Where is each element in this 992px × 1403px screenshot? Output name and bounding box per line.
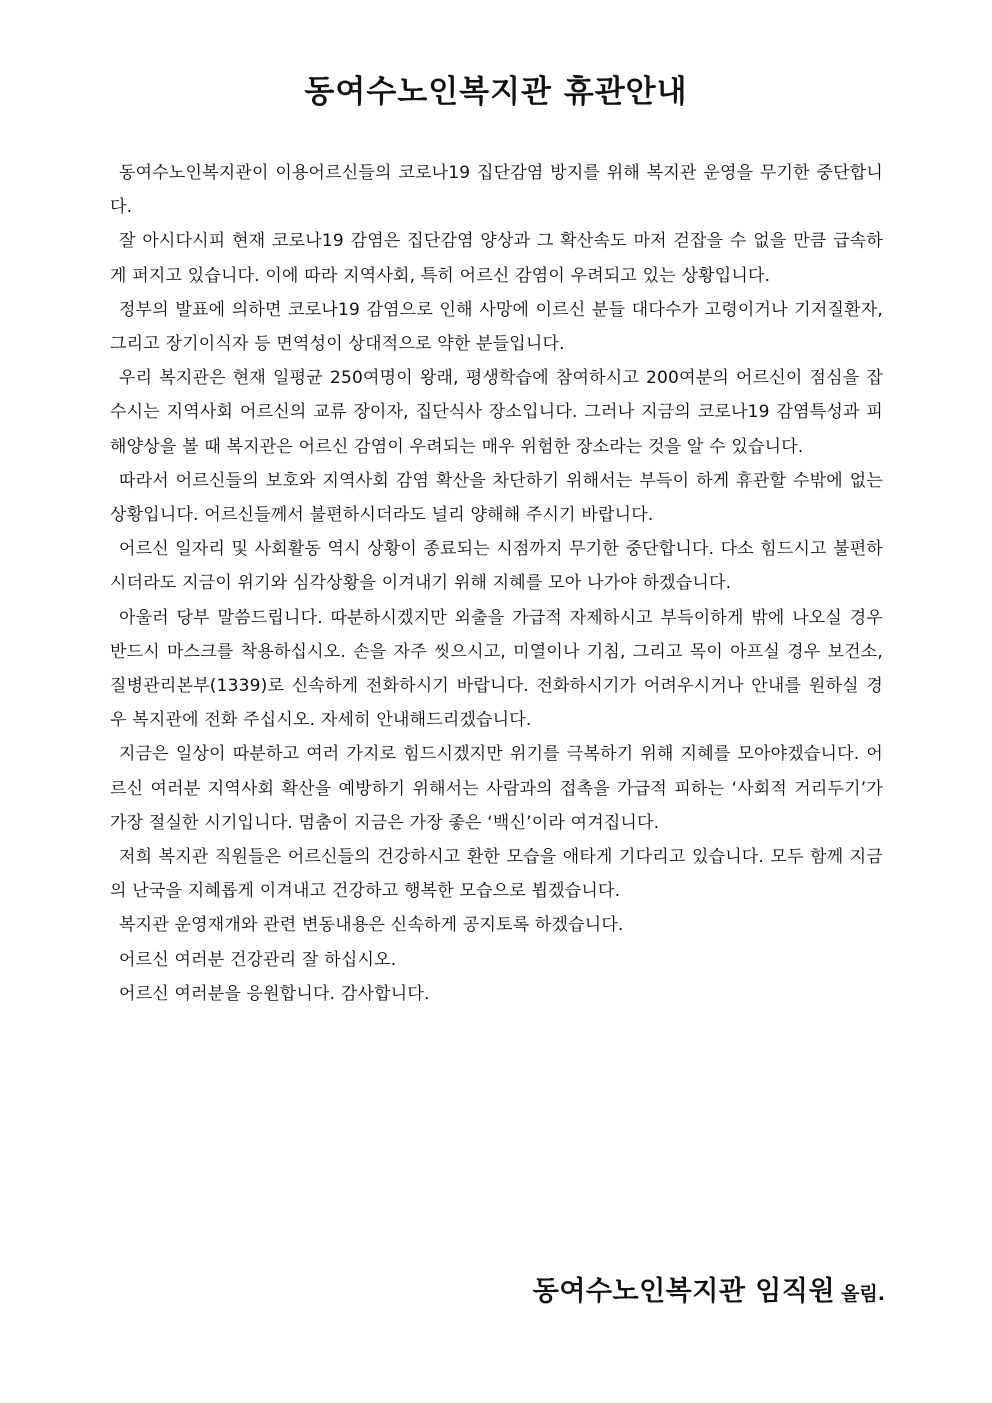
paragraph-center-usage: 우리 복지관은 현재 일평균 250여명이 왕래, 평생학습에 참여하시고 200여분의 어르신이 점심을 잡수시는 지역사회 어르신의 교류 장이자, 집단식사 장소입니다. 그러나 지금의 코로나19 감염특성과 피해양상을 볼 때 복지관은 어르신 감염이 우려되는 매우 위험한 장소라는 것을 알 수 있습니다. xyxy=(110,368,883,457)
signature-suffix: 올림. xyxy=(841,1283,885,1305)
closing-line-reopening: 복지관 운영재개와 관련 변동내용은 신속하게 공지토록 하겠습니다. xyxy=(119,915,624,936)
closing-line-thanks: 어르신 여러분을 응원합니다. 감사합니다. xyxy=(119,983,430,1004)
paragraph-suspension-notice: 동여수노인복지관이 이용어르신들의 코로나19 집단감염 방지를 위해 복지관 운영을 무기한 중단합니다. xyxy=(110,163,883,218)
document-body xyxy=(110,156,883,1011)
paragraph-staff-message: 저희 복지관 직원들은 어르신들의 건강하시고 환한 모습을 애타게 기다리고 있습니다. 모두 함께 지금의 난국을 지혜롭게 이겨내고 건강하고 행복한 모습으로 뵙겠습니다. xyxy=(110,847,883,902)
signature-name: 동여수노인복지관 임직원 xyxy=(532,1276,836,1307)
document-title: 동여수노인복지관 휴관안내 xyxy=(304,74,688,110)
signature xyxy=(533,1262,885,1325)
paragraph-jobs-suspended: 어르신 일자리 및 사회활동 역시 상황이 종료되는 시점까지 무기한 중단합니다. 다소 힘드시고 불편하시더라도 지금이 위기와 심각상황을 이겨내기 위해 지혜를 모아 나가야 하겠습니다. xyxy=(110,539,883,594)
paragraph-closure-reason: 따라서 어르신들의 보호와 지역사회 감염 확산을 차단하기 위해서는 부득이 하게 휴관할 수밖에 없는 상황입니다. 어르신들께서 불편하시더라도 널리 양해해 주시기 바랍니다. xyxy=(110,470,883,526)
paragraph-spread-situation: 잘 아시다시피 현재 코로나19 감염은 집단감염 양상과 그 확산속도 마저 걷잡을 수 없을 만큼 급속하게 퍼지고 있습니다. 이에 따라 지역사회, 특히 어르신 감염이 우려되고 있는 상황입니다. xyxy=(110,231,883,286)
closing-line-health: 어르신 여러분 건강관리 잘 하십시오. xyxy=(119,949,397,970)
paragraph-high-risk-groups: 정부의 발표에 의하면 코로나19 감염으로 인해 사망에 이르신 분들 대다수가 고령이거나 기저질환자, 그리고 장기이식자 등 면역성이 상대적으로 약한 분들입니다. xyxy=(110,299,883,355)
paragraph-health-request: 아울러 당부 말씀드립니다. 따분하시겠지만 외출을 가급적 자제하시고 부득이하게 밖에 나오실 경우 반드시 마스크를 착용하십시오. 손을 자주 씻으시고, 미열이나 기침, 그리고 목이 아프실 경우 보건소, 질병관리본부(1339)로 신속하게 전화하시기 바랍니다. 전화하시기가 어려우시거나 안내를 원하실 경우 복지관에 전화 주십시오. 자세히 안내해드리겠습니다. xyxy=(110,607,883,731)
paragraph-social-distancing: 지금은 일상이 따분하고 여러 가지로 힘드시겠지만 위기를 극복하기 위해 지혜를 모아야겠습니다. 어르신 여러분 지역사회 확산을 예방하기 위해서는 사람과의 접촉을 가급적 피하는 ‘사회적 거리두기’가 가장 절실한 시기입니다. 멈춤이 지금은 가장 좋은 ‘백신’이라 여겨집니다. xyxy=(110,744,883,833)
